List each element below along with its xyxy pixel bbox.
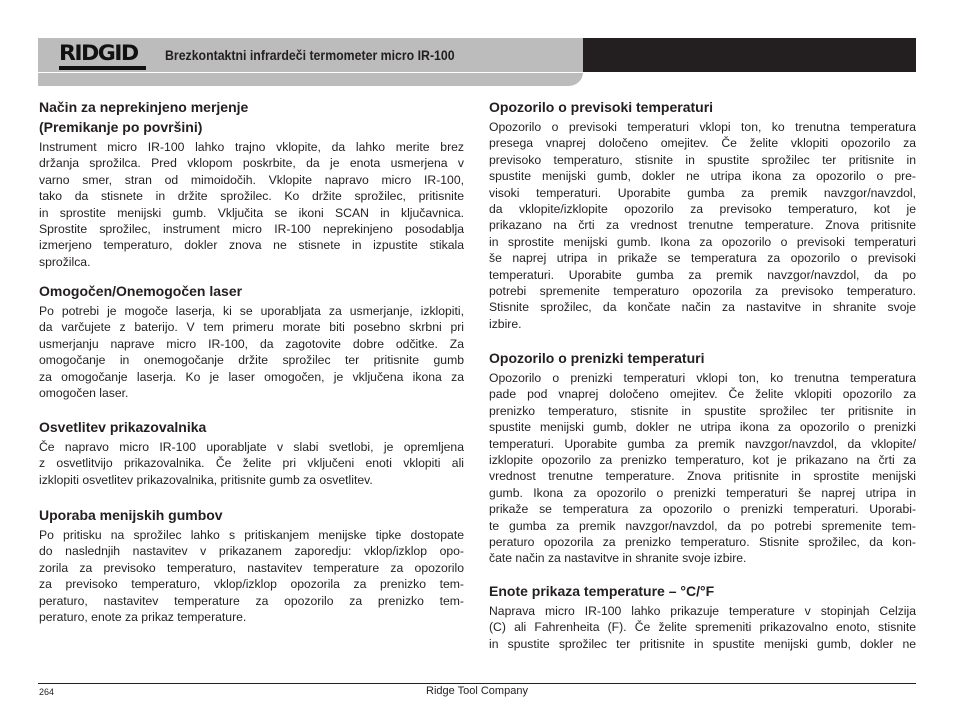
text-line: omogočanje in onemogočanje držite sprožilec ter pritisnite gumb	[39, 353, 464, 368]
text-line: prenizko temperaturo, stisnite in spustite sprožilec ter pritisnite in	[489, 403, 916, 418]
text-line: Opozorilo o previsoki temperaturi vklopi ton, ko trenutna temperatura	[489, 120, 916, 134]
paragraph	[489, 603, 916, 652]
section	[39, 281, 464, 401]
logo-underline	[59, 66, 146, 70]
text-line: izmerjeno temperaturo, dokler znova ne stisnete in izpustite stikala	[39, 238, 464, 253]
section	[39, 97, 464, 270]
text-line: te gumba za premik navzgor/navzdol, da po potrebi spremenite tem-	[489, 518, 916, 533]
section-heading: (Premikanje po površini)	[39, 119, 203, 135]
text-line: omogočen laser.	[39, 385, 129, 400]
section-heading: Opozorilo o prenizki temperaturi	[489, 350, 705, 366]
text-line: pade pod vnaprej določeno omejitev. Če želite vklopiti opozorilo za	[489, 387, 916, 402]
text-line: previsoko temperaturo, stisnite in spustite sprožilec ter pritisnite in	[489, 152, 916, 167]
text-line: Po pritisku na sprožilec lahko s pritiskanjem menijske tipke dostopate	[39, 528, 464, 542]
text-line: izbire.	[489, 316, 522, 331]
header-divider	[38, 72, 583, 73]
text-line: vrednost trenutne temperature. Znova pritisnite in sprostite menijski	[489, 469, 916, 484]
section-heading: Način za neprekinjeno merjenje	[39, 99, 249, 115]
text-line: presega vnaprej določeno omejitev. Če želite vklopiti opozorilo za	[489, 136, 916, 151]
text-line: izklopiti osvetlitev prikazovalnika, pritisnite gumb za osvetlitev.	[39, 472, 373, 487]
text-line: zorila za previsoko temperaturo, nastavitev temperature za opozorilo	[39, 560, 464, 575]
text-line: izklopite opozorilo za prenizko temperaturo, kot je prikazano na črti za	[489, 452, 916, 467]
paragraph	[39, 439, 464, 488]
paragraph	[489, 119, 916, 332]
section	[489, 348, 916, 567]
text-line: da vklopite/izklopite opozorilo za previsoko temperaturo, kot je	[489, 201, 916, 216]
text-line: in sprostite menijski gumb. Ikona za opozorilo o previsoki temperaturi	[489, 234, 916, 249]
paragraph	[39, 527, 464, 625]
section-heading: Opozorilo o previsoki temperaturi	[489, 99, 714, 115]
text-line: spustite menijski gumb, dokler ne utripa ikona za opozorilo o pre-	[489, 169, 916, 184]
text-line: Instrument micro IR-100 lahko trajno vklopite, da lahko merite brez	[39, 140, 464, 154]
text-line: prikazano na črti za vrednost trenutne temperature. Znova pritisnite	[489, 218, 916, 233]
footer-divider	[38, 683, 916, 684]
text-line: Naprava micro IR-100 lahko prikazuje temperature v stopinjah Celzija	[489, 604, 916, 618]
text-line: do naslednjih nastavitev v prikazanem zaporedju: vklop/izklop opo-	[39, 544, 464, 559]
text-line: Sprostite sprožilec, instrument micro IR-100 neprekinjeno posodablja	[39, 221, 464, 236]
paragraph	[39, 303, 464, 401]
section	[39, 505, 464, 625]
text-line: Stisnite sprožilec, da končate način za nastavitve in shranite svoje	[489, 300, 916, 315]
text-line: za previsoko temperaturo, vklop/izklop opozorila za prenizko tem-	[39, 577, 464, 592]
section	[489, 97, 916, 332]
text-line: in spustite sprožilec ter pritisnite in spustite menijski gumb, dokler ne	[489, 636, 916, 651]
text-line: z osvetlitvijo prikazovalnika. Če želite pri vključeni enoti vklopiti ali	[39, 456, 464, 471]
text-line: visoki temperaturi. Uporabite gumba za premik navzgor/navzdol,	[489, 185, 916, 200]
section	[39, 417, 464, 488]
section	[489, 581, 916, 652]
logo-text: RIDGID	[59, 41, 138, 65]
text-line: Po potrebi je mogoče laserja, ki se uporabljata za usmerjanje, izklopiti,	[39, 304, 464, 318]
text-line: (C) ali Fahrenheita (F). Če želite spremeniti prikazovalno enoto, stisnite	[489, 620, 916, 635]
text-line: peraturo, enote za prikaz temperature.	[39, 609, 247, 624]
text-line: držanja sprožilca. Pred vklopom poskrbite, da je enota usmerjena v	[39, 156, 464, 171]
paragraph	[39, 139, 464, 270]
section-heading: Osvetlitev prikazovalnika	[39, 419, 207, 435]
text-line: potrebi spremenite temperaturo opozorila za previsoko temperaturo.	[489, 283, 916, 298]
text-line: Če napravo micro IR-100 uporabljate v slabi svetlobi, je opremljena	[39, 440, 464, 454]
text-line: Opozorilo o prenizki temperaturi vklopi ton, ko trenutna temperatura	[489, 371, 916, 385]
text-line: gumb. Ikona za opozorilo o prenizki temperaturi še naprej utripa in	[489, 485, 916, 500]
text-line: usmerjanju naprave micro IR-100, da zagotovite dobre odčitke. Za	[39, 336, 464, 351]
text-line: peraturo opozorila za prenizko temperaturo. Stisnite sprožilec, da kon-	[489, 534, 916, 549]
document-title: Brezkontaktni infrardeči termometer micro IR-100	[165, 47, 455, 63]
text-line: spustite menijski gumb, dokler ne utripa ikona za opozorilo o prenizki	[489, 420, 916, 435]
text-line: čate način za nastavitve in shranite svoje izbire.	[489, 551, 747, 566]
text-line: in sprostite menijski gumb. Vključita se ikoni SCAN in ključavnica.	[39, 205, 464, 220]
text-line: varno smer, stran od mimoidočih. Vklopite napravo micro IR-100,	[39, 172, 464, 187]
section-heading: Uporaba menijskih gumbov	[39, 507, 223, 523]
header-black-band	[583, 38, 916, 72]
footer-company: Ridge Tool Company	[426, 685, 528, 697]
text-line: tako da stisnete in držite sprožilec. Ko držite sprožilec, pritisnite	[39, 189, 464, 204]
section-heading: Enote prikaza temperature – °C/°F	[489, 583, 715, 599]
paragraph	[489, 370, 916, 567]
text-line: še naprej utripa in prikaže se temperatura za opozorilo o previsoki	[489, 251, 916, 266]
text-line: za omogočanje laserja. Ko je laser omogočen, je vključena ikona za	[39, 369, 464, 384]
section-heading: Omogočen/Onemogočen laser	[39, 283, 243, 299]
text-line: sprožilca.	[39, 254, 91, 269]
text-line: da varčujete z baterijo. V tem primeru morate biti posebno skrbni pri	[39, 320, 464, 335]
text-line: temperaturi. Uporabite gumba za premik navzgor/navzdol, da po	[489, 267, 916, 282]
text-line: temperaturi. Uporabite gumba za premik navzgor/navzdol, da vklopite/	[489, 436, 916, 451]
text-line: peraturo, nastavitev temperature za opozorilo za prenizko tem-	[39, 593, 464, 608]
ridgid-logo	[59, 43, 149, 70]
page-number: 264	[39, 687, 55, 697]
text-line: prikaže se temperatura za opozorilo o prenizki temperaturi. Uporabi-	[489, 502, 916, 517]
